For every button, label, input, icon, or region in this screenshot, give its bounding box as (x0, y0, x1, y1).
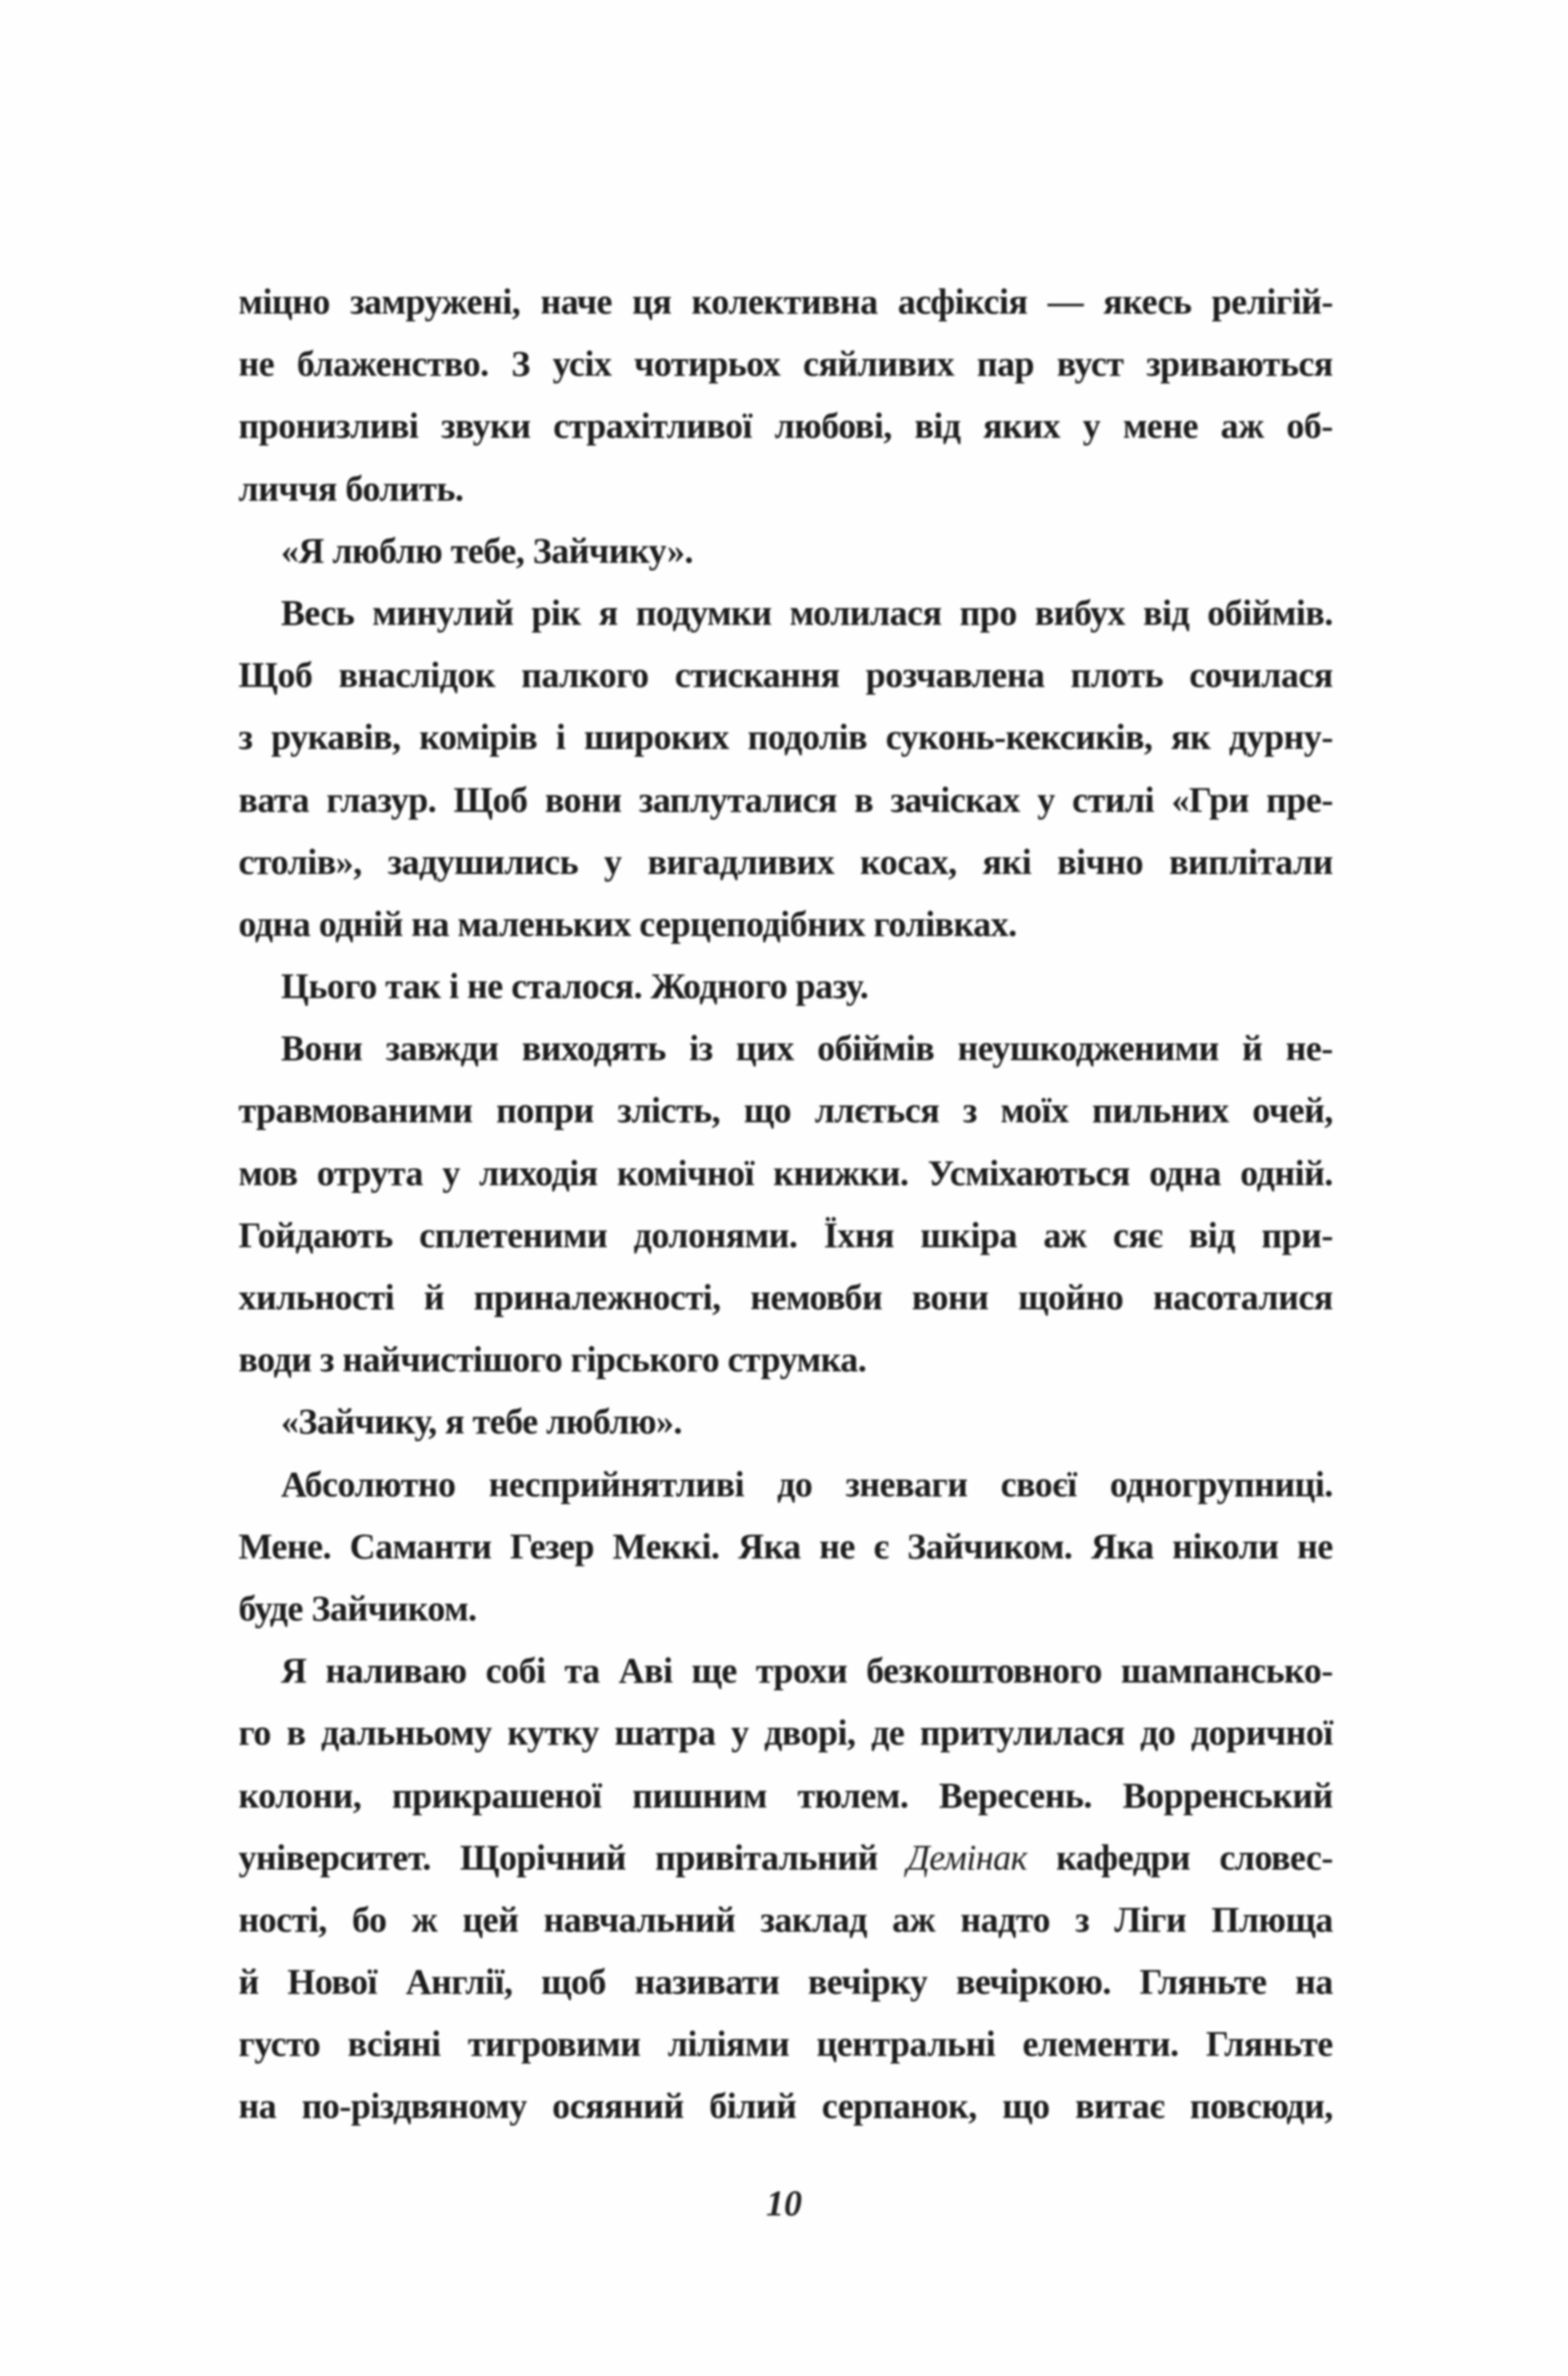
text-line: міцно замружені, наче ця колективна асфіксія — якесь релігій- (238, 282, 1333, 322)
text-line: одна одній на маленьких серцеподібних голівках. (238, 903, 1017, 944)
text-line: «Зайчику, я тебе люблю». (281, 1402, 683, 1442)
text-line: травмованими попри злість, що ллється з моїх пильних очей, (238, 1090, 1333, 1131)
text-line: Абсолютно несприйнятливі до зневаги своєї одногрупниці. (281, 1464, 1333, 1505)
text-line: на по-різдвяному осяяний білий серпанок, що витає повсюди, (238, 2086, 1333, 2127)
text-line: не блаженство. З усіх чотирьох сяйливих пар вуст зриваються (238, 344, 1333, 385)
text-line: «Я люблю тебе, Зайчику». (281, 530, 693, 571)
text-line: личчя болить. (238, 468, 464, 509)
text-line: з рукавів, комірів і широких подолів суконь-кексиків, як дурну- (238, 717, 1333, 758)
text-line: Я наливаю собі та Аві ще трохи безкоштовного шампансько- (281, 1651, 1333, 1692)
text-line: Вони завжди виходять із цих обіймів неушкодженими й не- (281, 1028, 1333, 1069)
text-line: Гойдають сплетеними долонями. Їхня шкіра аж сяє від при- (238, 1215, 1333, 1255)
text-line: університет. Щорічний привітальний Демінак кафедри словес- (238, 1837, 1333, 1878)
text-line: го в дальньому кутку шатра у дворі, де притулилася до доричної (238, 1713, 1333, 1754)
text-line: вата глазур. Щоб вони заплуталися в зачісках у стилі «Гри пре- (238, 779, 1333, 820)
text-line: буде Зайчиком. (238, 1588, 477, 1629)
italic-word: Демінак (906, 1837, 1027, 1878)
text-line: Весь минулий рік я подумки молилася про вибух від обіймів. (281, 592, 1333, 633)
page-number: 10 (766, 2183, 802, 2223)
text-line: пронизливі звуки страхітливої любові, від яких у мене аж об- (238, 406, 1333, 447)
body-text (238, 271, 1333, 2138)
text-line: й Нової Англії, щоб називати вечірку вечіркою. Гляньте на (238, 1962, 1333, 2003)
text-line: води з найчистішого гірського струмка. (238, 1340, 866, 1380)
text-line: столів», задушились у вигадливих косах, які вічно виплітали (238, 841, 1333, 882)
text-line: Щоб внаслідок палкого стискання розчавлена плоть сочилася (238, 655, 1333, 696)
text-line: густо всіяні тигровими ліліями центральні елементи. Гляньте (238, 2024, 1333, 2065)
text-line: Цього так і не сталося. Жодного разу. (281, 966, 869, 1007)
text-line: колони, прикрашеної пишним тюлем. Вересень. Ворренський (238, 1775, 1333, 1816)
text-line: ності, бо ж цей навчальний заклад аж надто з Ліги Плюща (238, 1899, 1333, 1940)
text-line: хильності й приналежності, немовби вони щойно насоталися (238, 1277, 1333, 1317)
text-line: Мене. Саманти Гезер Меккі. Яка не є Зайчиком. Яка ніколи не (238, 1526, 1333, 1567)
text-line: мов отрута у лиходія комічної книжки. Усміхаються одна одній. (238, 1152, 1333, 1193)
